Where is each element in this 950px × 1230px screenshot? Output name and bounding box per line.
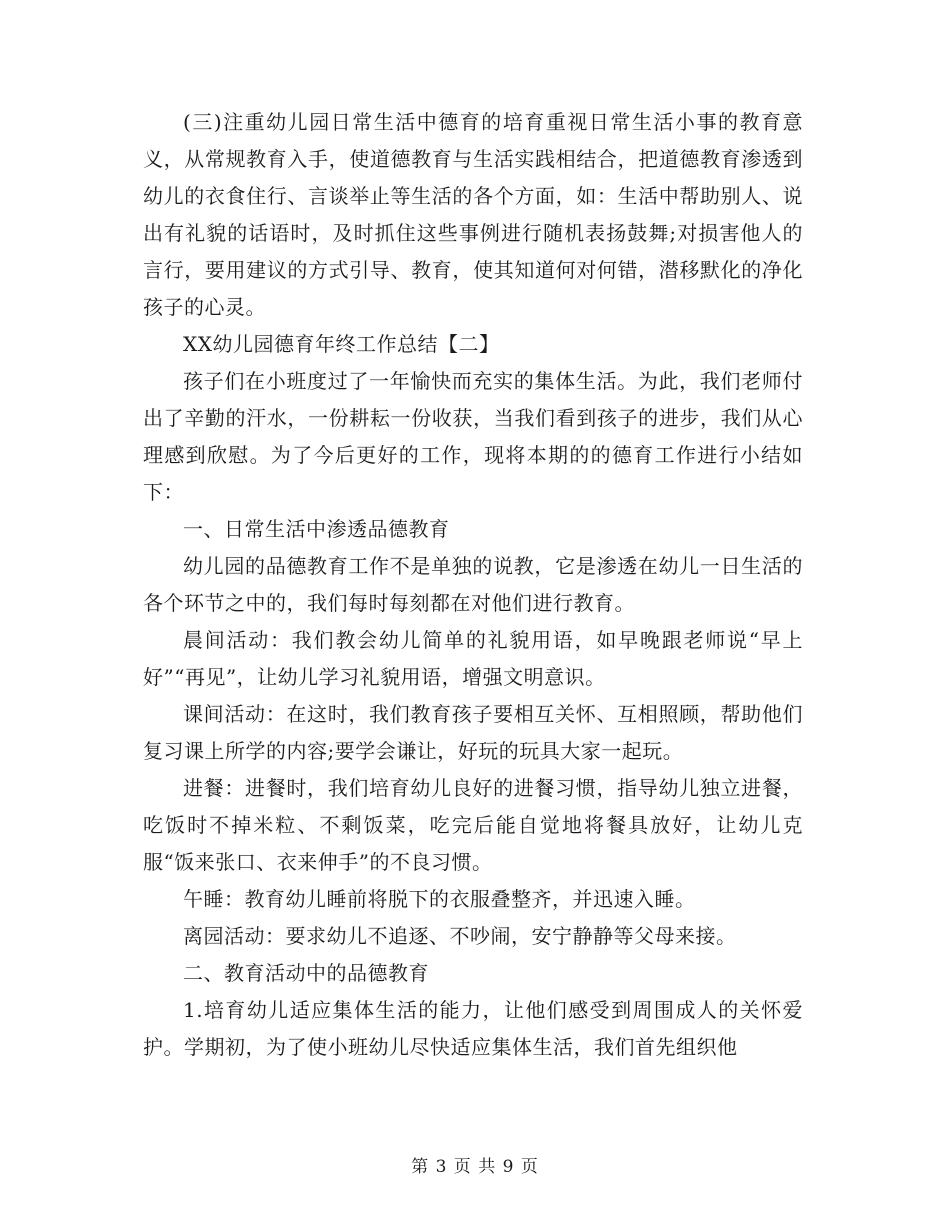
section-title-summary-two: XX幼儿园德育年终工作总结【二】 bbox=[183, 332, 500, 356]
paragraph-morning-activity: 晨间活动：我们教会幼儿简单的礼貌用语，如早晚跟老师说“早上好”“再见”，让幼儿学习礼貌用语，增强文明意识。 bbox=[143, 628, 803, 689]
paragraph-collective-life: 1.培育幼儿适应集体生活的能力，让他们感受到周围成人的关怀爱护。学期初，为了使小班幼儿尽快适应集体生活，我们首先组织他 bbox=[143, 998, 803, 1059]
paragraph-moral-education: 幼儿园的品德教育工作不是单独的说教，它是渗透在幼儿一日生活的各个环节之中的，我们每时每刻都在对他们进行教育。 bbox=[143, 554, 803, 615]
page-number-footer: 第 3 页 共 9 页 bbox=[411, 1157, 539, 1177]
paragraph-departure: 离园活动：要求幼儿不追逐、不吵闹，安宁静静等父母来接。 bbox=[183, 924, 737, 948]
paragraph-break-activity: 课间活动：在这时，我们教育孩子要相互关怀、互相照顾，帮助他们复习课上所学的内容;要学会谦让，好玩的玩具大家一起玩。 bbox=[143, 702, 803, 763]
paragraph-meal: 进餐：进餐时，我们培育幼儿良好的进餐习惯，指导幼儿独立进餐，吃饭时不掉米粒、不剩饭菜，吃完后能自觉地将餐具放好，让幼儿克服“饭来张口、衣来伸手”的不良习惯。 bbox=[143, 776, 803, 874]
paragraph-intro: 孩子们在小班度过了一年愉快而充实的集体生活。为此，我们老师付出了辛勤的汗水，一份耕耘一份收获，当我们看到孩子的进步，我们从心理感到欣慰。为了今后更好的工作，现将本期的的德育工作进行小结如下： bbox=[143, 369, 803, 504]
document-body bbox=[143, 104, 803, 1066]
heading-daily-life: 一、日常生活中渗透品德教育 bbox=[183, 517, 450, 541]
heading-teaching-activities: 二、教育活动中的品德教育 bbox=[183, 961, 429, 985]
paragraph-daily-life-moral: (三)注重幼儿园日常生活中德育的培育重视日常生活小事的教育意义，从常规教育入手，使道德教育与生活实践相结合，把道德教育渗透到幼儿的衣食住行、言谈举止等生活的各个方面，如：生活中帮助别人、说出有礼貌的话语时，及时抓住这些事例进行随机表扬鼓舞;对损害他人的言行，要用建议的方式引导、教育，使其知道何对何错，潜移默化的净化孩子的心灵。 bbox=[143, 110, 803, 319]
paragraph-nap: 午睡：教育幼儿睡前将脱下的衣服叠整齐，并迅速入睡。 bbox=[183, 887, 696, 911]
